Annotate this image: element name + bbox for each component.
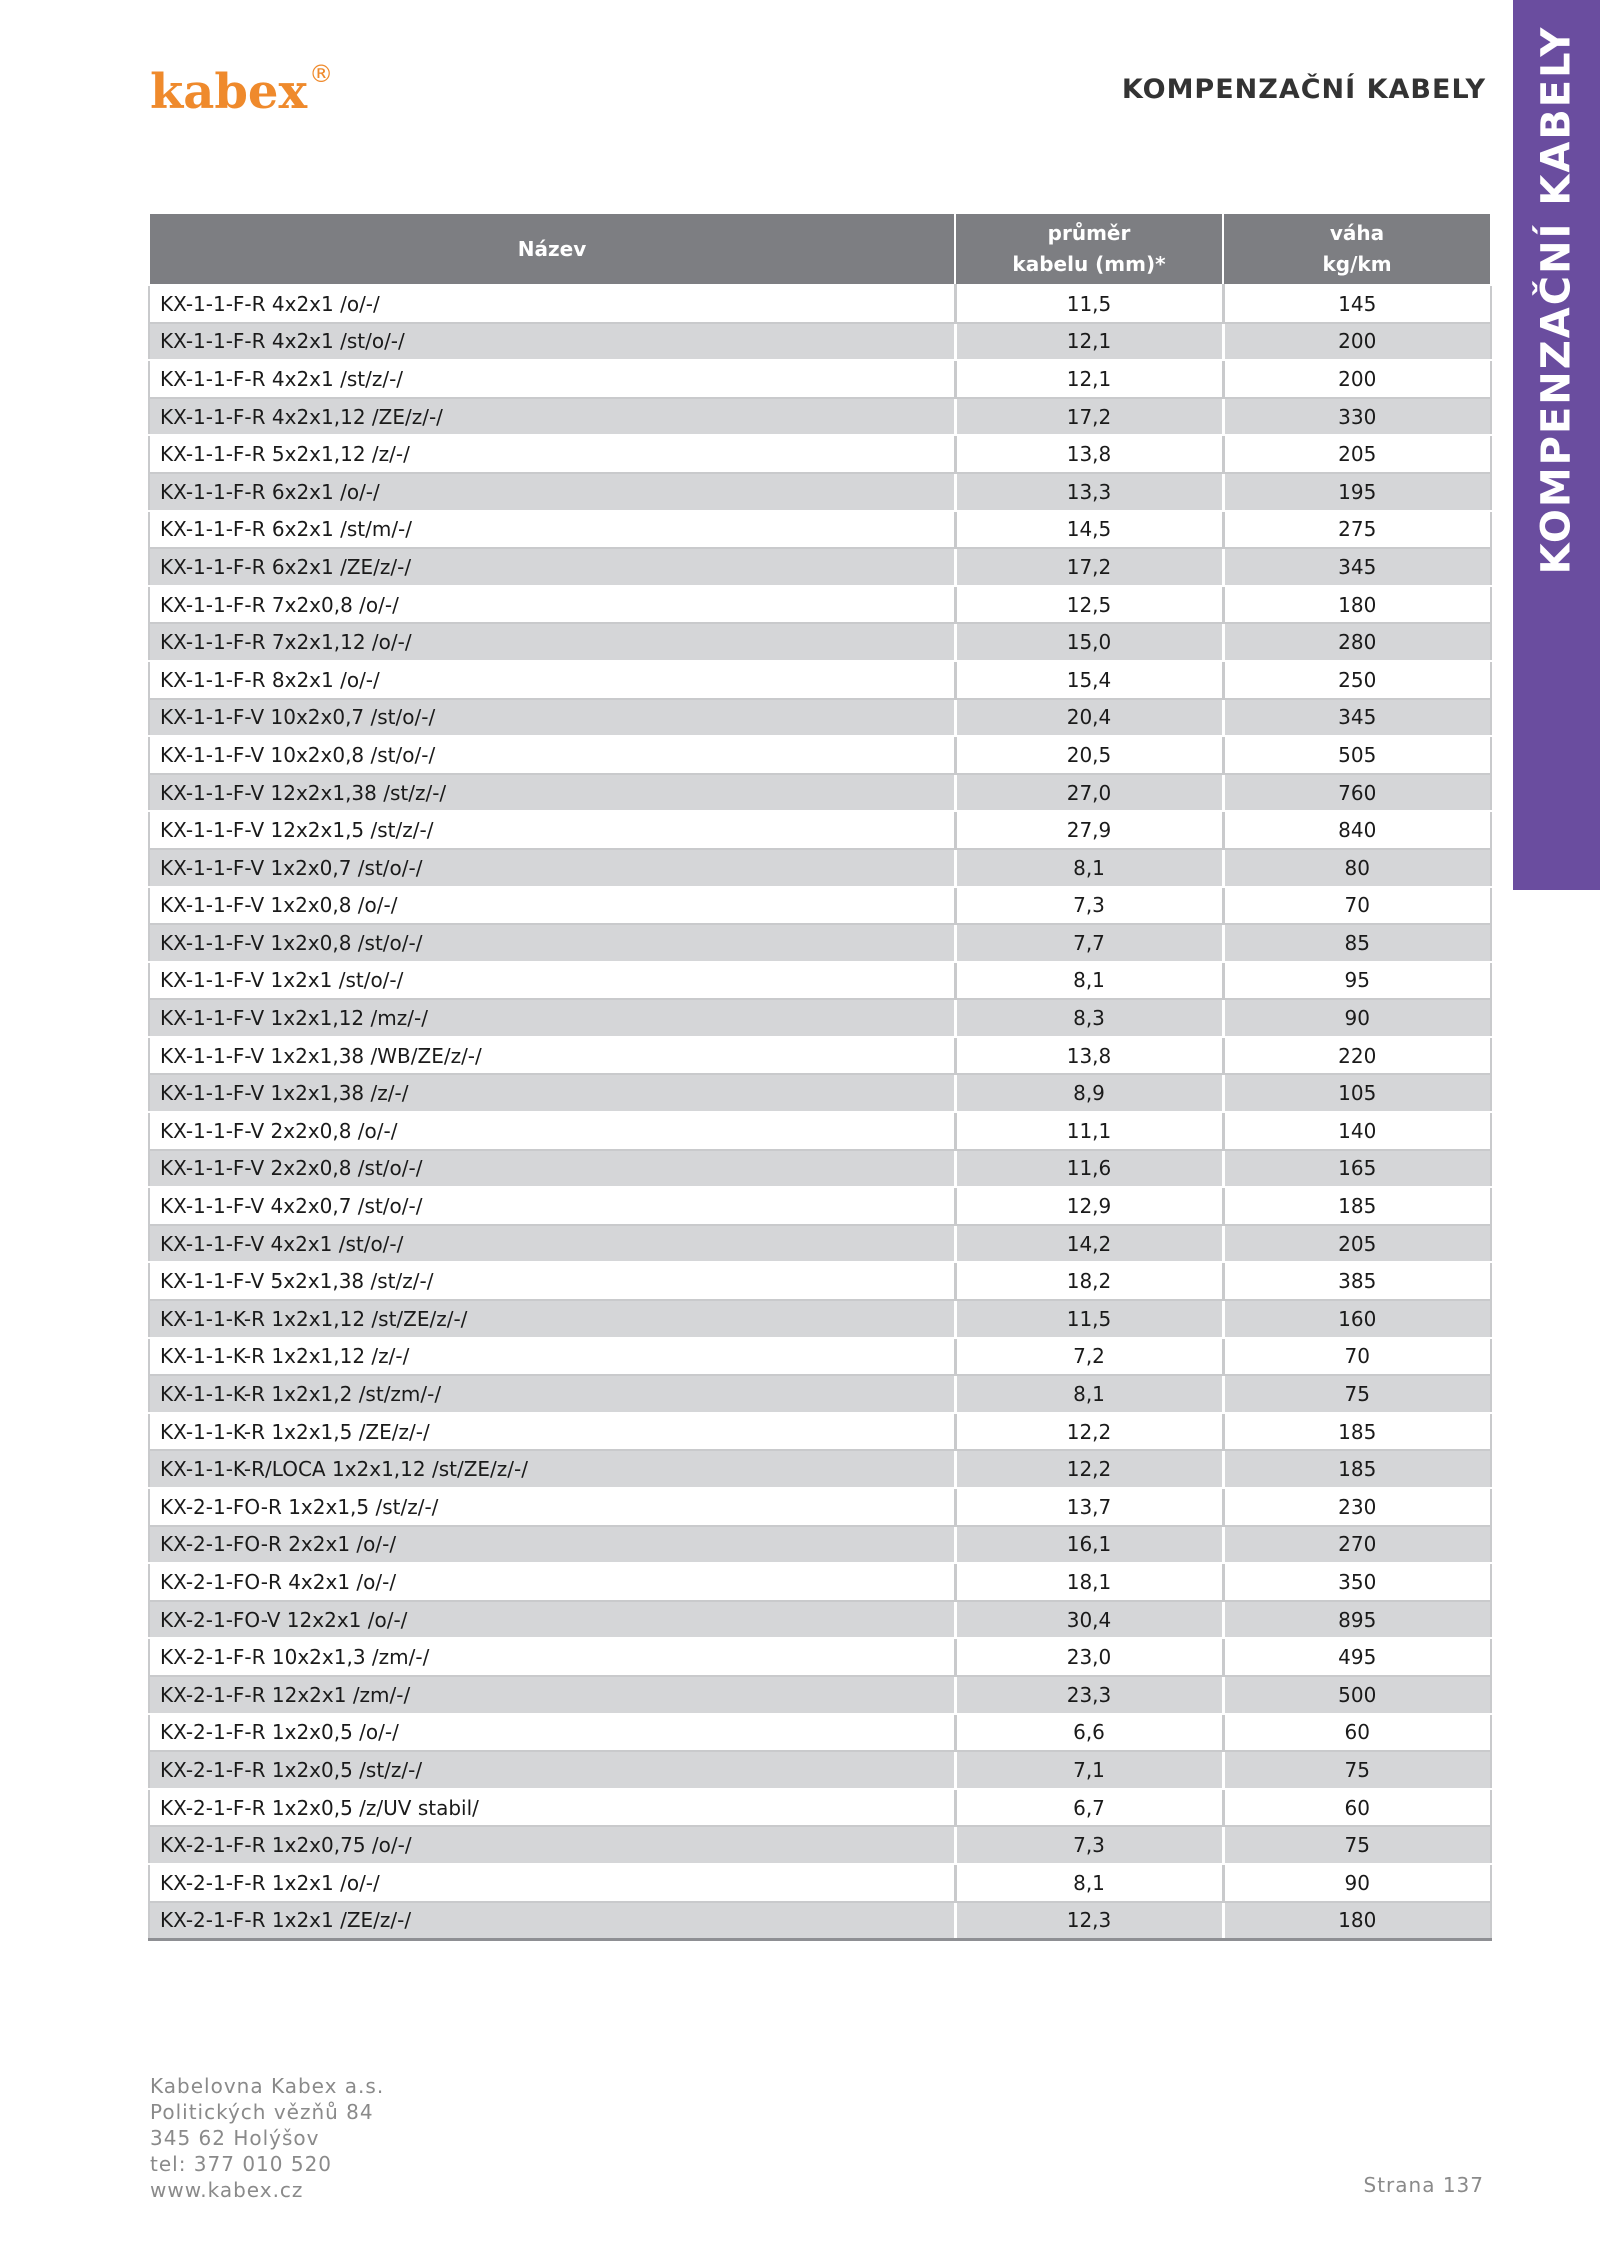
cell-name: KX-2-1-F-R 1x2x0,75 /o/-/ [149,1826,955,1864]
footer-address [150,2073,384,2203]
footer-company: Kabelovna Kabex a.s. [150,2074,385,2098]
cell-name: KX-1-1-F-V 10x2x0,8 /st/o/-/ [149,736,955,774]
cell-name: KX-2-1-F-R 12x2x1 /zm/-/ [149,1676,955,1714]
cell-diameter: 20,5 [955,736,1223,774]
cell-weight: 345 [1223,699,1491,737]
cell-name: KX-1-1-F-V 4x2x0,7 /st/o/-/ [149,1187,955,1225]
table-row [149,1112,1491,1150]
cell-weight: 505 [1223,736,1491,774]
cell-diameter: 11,5 [955,285,1223,323]
cell-diameter: 8,1 [955,962,1223,1000]
cell-diameter: 27,9 [955,811,1223,849]
cell-diameter: 12,5 [955,586,1223,624]
table-row [149,999,1491,1037]
cell-name: KX-2-1-F-R 1x2x0,5 /o/-/ [149,1714,955,1752]
cell-weight: 90 [1223,999,1491,1037]
footer-city: 345 62 Holýšov [150,2126,320,2150]
cell-diameter: 15,4 [955,661,1223,699]
table-header [149,213,1491,285]
header-weight-line2: kg/km [1322,252,1392,276]
cell-weight: 330 [1223,398,1491,436]
cell-name: KX-1-1-F-R 4x2x1 /st/o/-/ [149,323,955,361]
cell-diameter: 18,2 [955,1262,1223,1300]
column-header-name [149,213,955,285]
cell-weight: 495 [1223,1638,1491,1676]
table-row [149,1902,1491,1940]
table-row [149,1676,1491,1714]
table-row [149,1789,1491,1827]
table-row [149,1714,1491,1752]
cell-diameter: 13,8 [955,1037,1223,1075]
cell-weight: 75 [1223,1751,1491,1789]
cell-name: KX-2-1-FO-R 4x2x1 /o/-/ [149,1563,955,1601]
cell-diameter: 12,2 [955,1450,1223,1488]
cell-diameter: 7,3 [955,887,1223,925]
cell-name: KX-1-1-F-V 12x2x1,5 /st/z/-/ [149,811,955,849]
cell-diameter: 14,5 [955,511,1223,549]
cell-name: KX-1-1-F-R 6x2x1 /st/m/-/ [149,511,955,549]
cell-name: KX-1-1-F-V 10x2x0,7 /st/o/-/ [149,699,955,737]
cell-name: KX-1-1-F-R 4x2x1 /st/z/-/ [149,360,955,398]
table-row [149,1488,1491,1526]
cell-name: KX-1-1-F-V 1x2x0,8 /o/-/ [149,887,955,925]
cell-diameter: 8,3 [955,999,1223,1037]
table-row [149,661,1491,699]
cell-weight: 185 [1223,1187,1491,1225]
table-row [149,360,1491,398]
cell-weight: 500 [1223,1676,1491,1714]
table-row [149,1450,1491,1488]
cell-name: KX-2-1-FO-R 1x2x1,5 /st/z/-/ [149,1488,955,1526]
side-tab-label [1513,0,1600,890]
table-row [149,1187,1491,1225]
page-number: Strana 137 [1363,2173,1484,2197]
cell-name: KX-1-1-F-V 4x2x1 /st/o/-/ [149,1225,955,1263]
cell-diameter: 15,0 [955,623,1223,661]
footer-phone: tel: 377 010 520 [150,2152,333,2176]
table-row [149,1262,1491,1300]
column-header-weight [1223,213,1491,285]
cell-diameter: 8,9 [955,1074,1223,1112]
cell-diameter: 12,1 [955,323,1223,361]
table-row [149,1601,1491,1639]
cell-diameter: 13,3 [955,473,1223,511]
cell-name: KX-1-1-F-R 4x2x1 /o/-/ [149,285,955,323]
cell-diameter: 30,4 [955,1601,1223,1639]
cell-name: KX-1-1-F-R 8x2x1 /o/-/ [149,661,955,699]
side-tab-text: KOMPENZAČNÍ KABELY [1533,25,1580,575]
cell-weight: 140 [1223,1112,1491,1150]
table-row [149,1526,1491,1564]
header-diameter-line2: kabelu (mm)* [1012,252,1166,276]
cell-weight: 80 [1223,849,1491,887]
cell-diameter: 8,1 [955,849,1223,887]
cell-name: KX-1-1-F-V 5x2x1,38 /st/z/-/ [149,1262,955,1300]
table-row [149,1037,1491,1075]
cell-diameter: 6,6 [955,1714,1223,1752]
table-row [149,623,1491,661]
cell-diameter: 12,3 [955,1902,1223,1940]
cell-diameter: 17,2 [955,398,1223,436]
cell-diameter: 7,3 [955,1826,1223,1864]
cell-diameter: 11,1 [955,1112,1223,1150]
cell-name: KX-1-1-K-R 1x2x1,5 /ZE/z/-/ [149,1413,955,1451]
registered-mark: ® [309,60,334,88]
cell-weight: 145 [1223,285,1491,323]
cell-diameter: 7,1 [955,1751,1223,1789]
column-header-diameter [955,213,1223,285]
table-row [149,398,1491,436]
cell-name: KX-1-1-F-V 2x2x0,8 /st/o/-/ [149,1150,955,1188]
logo-text: kabex [150,64,308,120]
cell-weight: 70 [1223,887,1491,925]
cell-weight: 85 [1223,924,1491,962]
table-row [149,1751,1491,1789]
table-row [149,1864,1491,1902]
table-header-row [149,213,1491,285]
cell-weight: 350 [1223,1563,1491,1601]
cell-weight: 385 [1223,1262,1491,1300]
table-row [149,435,1491,473]
cell-weight: 270 [1223,1526,1491,1564]
cell-name: KX-2-1-FO-R 2x2x1 /o/-/ [149,1526,955,1564]
cell-weight: 195 [1223,473,1491,511]
cell-name: KX-1-1-K-R 1x2x1,12 /z/-/ [149,1338,955,1376]
cell-name: KX-1-1-F-R 7x2x1,12 /o/-/ [149,623,955,661]
table-row [149,1413,1491,1451]
cell-name: KX-1-1-F-R 7x2x0,8 /o/-/ [149,586,955,624]
cell-weight: 200 [1223,323,1491,361]
table-row [149,849,1491,887]
cell-weight: 840 [1223,811,1491,849]
table-row [149,1563,1491,1601]
table-row [149,811,1491,849]
page-title: KOMPENZAČNÍ KABELY [1121,74,1486,105]
table-row [149,1150,1491,1188]
cell-weight: 200 [1223,360,1491,398]
cell-name: KX-1-1-F-V 1x2x1,38 /WB/ZE/z/-/ [149,1037,955,1075]
cell-diameter: 27,0 [955,774,1223,812]
cell-name: KX-1-1-K-R/LOCA 1x2x1,12 /st/ZE/z/-/ [149,1450,955,1488]
cell-name: KX-1-1-F-V 1x2x1,12 /mz/-/ [149,999,955,1037]
table-row [149,586,1491,624]
cell-weight: 230 [1223,1488,1491,1526]
cell-weight: 275 [1223,511,1491,549]
cell-diameter: 12,1 [955,360,1223,398]
table-row [149,774,1491,812]
cell-diameter: 6,7 [955,1789,1223,1827]
cell-weight: 165 [1223,1150,1491,1188]
table-row [149,699,1491,737]
cell-name: KX-1-1-F-V 1x2x1,38 /z/-/ [149,1074,955,1112]
cables-table [148,212,1492,1941]
table-row [149,548,1491,586]
table-row [149,1225,1491,1263]
table-row [149,1375,1491,1413]
cell-name: KX-1-1-F-V 1x2x0,7 /st/o/-/ [149,849,955,887]
cell-name: KX-2-1-F-R 10x2x1,3 /zm/-/ [149,1638,955,1676]
cell-weight: 205 [1223,1225,1491,1263]
table-row [149,1826,1491,1864]
table-row [149,1338,1491,1376]
cell-weight: 60 [1223,1714,1491,1752]
cell-weight: 205 [1223,435,1491,473]
table-row [149,924,1491,962]
cell-diameter: 12,2 [955,1413,1223,1451]
cell-name: KX-1-1-K-R 1x2x1,12 /st/ZE/z/-/ [149,1300,955,1338]
footer-web[interactable]: www.kabex.cz [150,2178,304,2202]
cell-name: KX-1-1-F-V 12x2x1,38 /st/z/-/ [149,774,955,812]
header-diameter-line1: průměr [1047,221,1131,245]
cell-name: KX-1-1-K-R 1x2x1,2 /st/zm/-/ [149,1375,955,1413]
cell-weight: 280 [1223,623,1491,661]
cell-diameter: 23,0 [955,1638,1223,1676]
cell-weight: 75 [1223,1375,1491,1413]
cell-diameter: 7,2 [955,1338,1223,1376]
header-weight-line1: váha [1329,221,1385,245]
cell-diameter: 11,6 [955,1150,1223,1188]
cell-diameter: 23,3 [955,1676,1223,1714]
cell-weight: 95 [1223,962,1491,1000]
cell-name: KX-2-1-F-R 1x2x0,5 /st/z/-/ [149,1751,955,1789]
cell-weight: 90 [1223,1864,1491,1902]
cell-weight: 60 [1223,1789,1491,1827]
cell-weight: 760 [1223,774,1491,812]
cell-name: KX-2-1-FO-V 12x2x1 /o/-/ [149,1601,955,1639]
table-row [149,285,1491,323]
cell-name: KX-1-1-F-R 6x2x1 /o/-/ [149,473,955,511]
cell-diameter: 8,1 [955,1375,1223,1413]
table-row [149,1074,1491,1112]
cell-diameter: 7,7 [955,924,1223,962]
cell-weight: 185 [1223,1450,1491,1488]
cell-diameter: 14,2 [955,1225,1223,1263]
cell-diameter: 13,8 [955,435,1223,473]
table-body [149,285,1491,1940]
cell-weight: 345 [1223,548,1491,586]
cell-weight: 220 [1223,1037,1491,1075]
cell-weight: 250 [1223,661,1491,699]
table-row [149,962,1491,1000]
table-row [149,736,1491,774]
cell-weight: 70 [1223,1338,1491,1376]
cell-diameter: 18,1 [955,1563,1223,1601]
cell-diameter: 11,5 [955,1300,1223,1338]
cell-name: KX-2-1-F-R 1x2x0,5 /z/UV stabil/ [149,1789,955,1827]
cell-diameter: 8,1 [955,1864,1223,1902]
cell-name: KX-1-1-F-R 4x2x1,12 /ZE/z/-/ [149,398,955,436]
cell-diameter: 17,2 [955,548,1223,586]
table-row [149,323,1491,361]
table-row [149,1638,1491,1676]
cell-weight: 105 [1223,1074,1491,1112]
cell-name: KX-1-1-F-R 5x2x1,12 /z/-/ [149,435,955,473]
cell-diameter: 20,4 [955,699,1223,737]
cell-weight: 180 [1223,1902,1491,1940]
cell-diameter: 16,1 [955,1526,1223,1564]
cell-diameter: 12,9 [955,1187,1223,1225]
cell-name: KX-1-1-F-V 1x2x1 /st/o/-/ [149,962,955,1000]
cell-diameter: 13,7 [955,1488,1223,1526]
cell-name: KX-1-1-F-R 6x2x1 /ZE/z/-/ [149,548,955,586]
footer-street: Politických vězňů 84 [150,2100,374,2124]
table-row [149,473,1491,511]
header-name-text: Název [517,236,587,261]
cell-weight: 185 [1223,1413,1491,1451]
kabex-logo [150,60,334,120]
cell-weight: 160 [1223,1300,1491,1338]
cell-name: KX-1-1-F-V 1x2x0,8 /st/o/-/ [149,924,955,962]
table-row [149,1300,1491,1338]
table-row [149,887,1491,925]
cell-weight: 180 [1223,586,1491,624]
cell-weight: 75 [1223,1826,1491,1864]
cell-name: KX-2-1-F-R 1x2x1 /ZE/z/-/ [149,1902,955,1940]
table-row [149,511,1491,549]
cell-weight: 895 [1223,1601,1491,1639]
cell-name: KX-1-1-F-V 2x2x0,8 /o/-/ [149,1112,955,1150]
cell-name: KX-2-1-F-R 1x2x1 /o/-/ [149,1864,955,1902]
